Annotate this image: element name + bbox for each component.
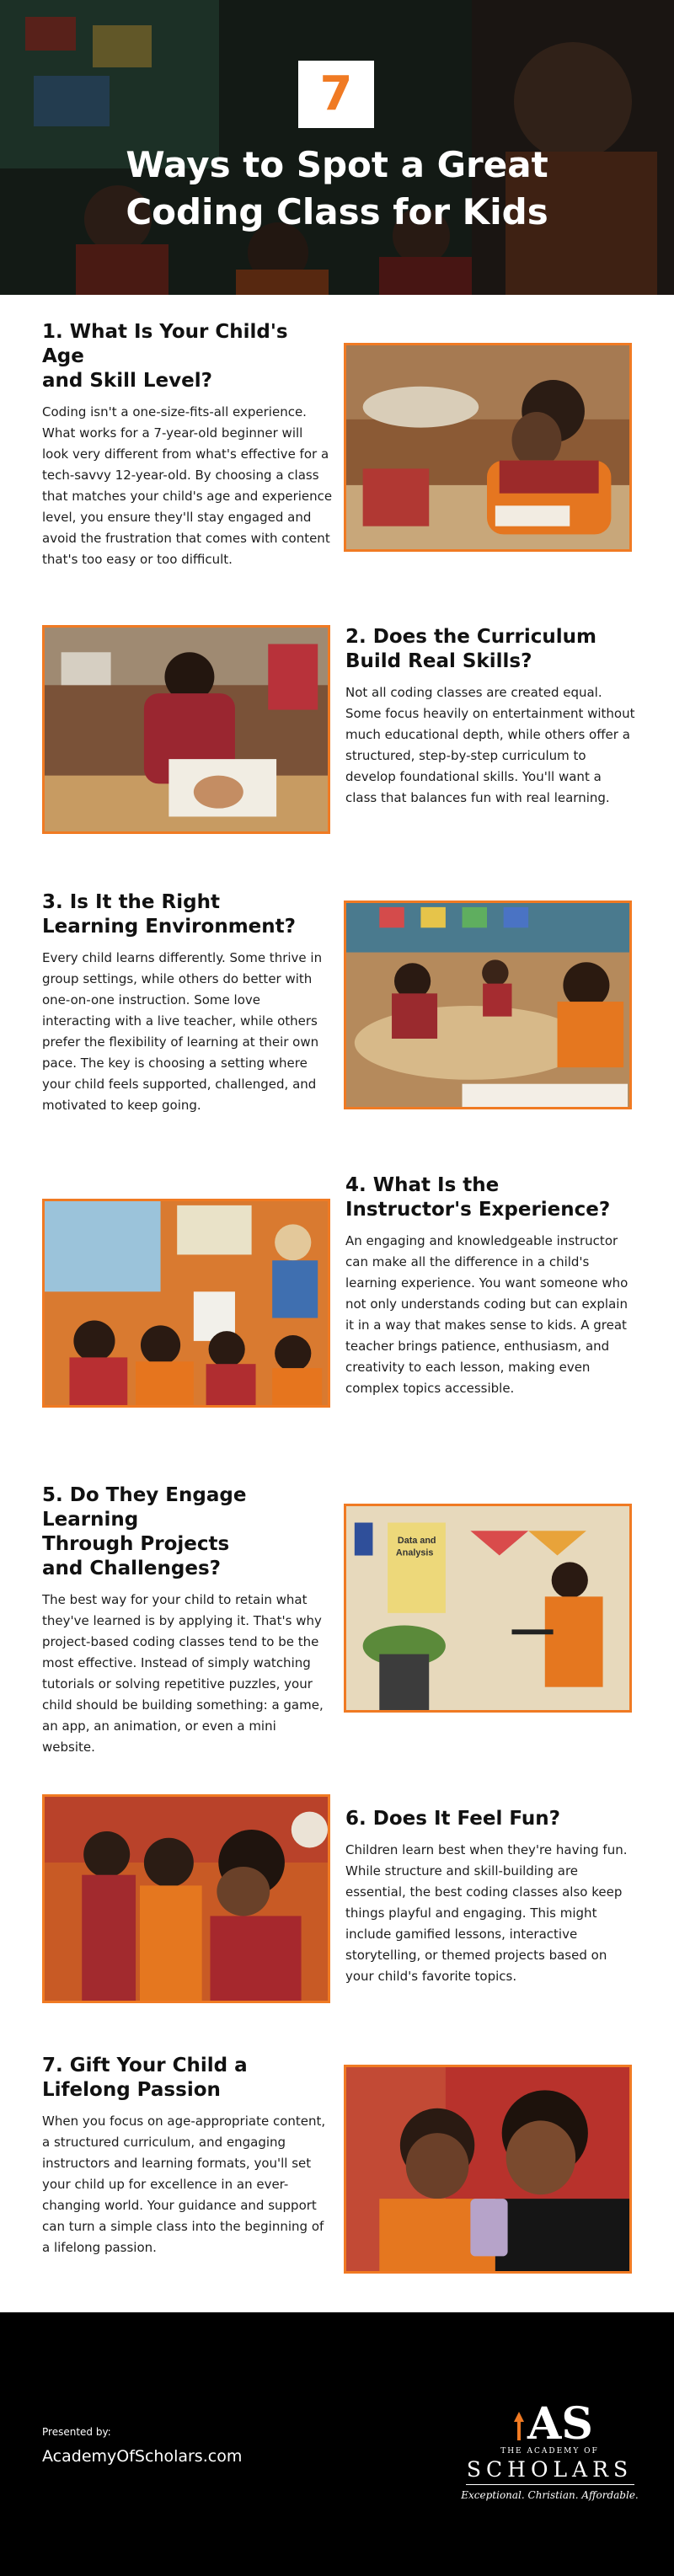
section-2-body: Not all coding classes are created equal. Some focus heavily on entertainment without much educational depth, while others offer a structured, step-by-step curriculum to develop foundational skills. You'll want a class that balances fun with real learning.	[345, 685, 635, 805]
section-5-photo	[344, 1504, 632, 1713]
section-2-title-line-2: Build Real Skills?	[345, 650, 532, 672]
website-link[interactable]: AcademyOfScholars.com	[42, 2447, 243, 2466]
section-7-title	[42, 2054, 333, 2103]
section-5-body: The best way for your child to retain what they've learned is by applying it. That's why project-based coding classes tend to be the most effective. Instead of simply watching tutorials or solving repetitive puzzles, your child should be building something: a game, an app, an animation, or even a mini website.	[42, 1592, 324, 1755]
section-3-title	[42, 890, 333, 939]
section-4-title-line-2: Instructor's Experience?	[345, 1199, 611, 1221]
section-6	[0, 1794, 674, 2013]
page-title-line-1: Ways to Spot a Great	[126, 144, 548, 185]
section-3	[0, 890, 674, 1135]
section-6-title-line-1: 6. Does It Feel Fun?	[345, 1808, 561, 1830]
section-5-photo-sign-line-2: Analysis	[395, 1547, 434, 1558]
section-7-title-line-1: 7. Gift Your Child a	[42, 2055, 248, 2076]
page-title-line-2: Coding Class for Kids	[126, 191, 548, 232]
logo-tagline: Exceptional. Christian. Affordable.	[461, 2489, 639, 2501]
section-7-body: When you focus on age-appropriate content, a structured curriculum, and engaging instructors and learning formats, you'll set your child up for excellence in an ever-changing world. Your guidance and support can turn a simple class into the beginning of a lifelong passion.	[42, 2114, 326, 2255]
section-2-photo	[42, 625, 330, 834]
section-3-body: Every child learns differently. Some thrive in group settings, while others do better with one-on-one instruction. Some love interacting with a live teacher, while others prefer the flexibility of learning at their own pace. The key is choosing a setting where your child feels supported, challenged, and motivated to keep going.	[42, 950, 323, 1113]
section-2-title-line-1: 2. Does the Curriculum	[345, 626, 596, 648]
section-4-body: An engaging and knowledgeable instructor can make all the difference in a child's learning experience. You want someone who not only understands coding but can explain it in a way that makes sense to kids. A great teacher brings patience, enthusiasm, and creativity to each lesson, making even complex topics accessible.	[345, 1233, 629, 1396]
section-4	[0, 1173, 674, 1422]
section-6-title	[345, 1807, 636, 1831]
section-2-title	[345, 625, 636, 674]
presented-by-label: Presented by:	[42, 2426, 111, 2438]
section-1-title-line-2: and Skill Level?	[42, 370, 212, 392]
footer	[0, 2312, 674, 2576]
section-4-title	[345, 1173, 636, 1222]
section-4-title-line-1: 4. What Is the	[345, 1174, 500, 1196]
section-2	[0, 625, 674, 852]
section-3-text	[42, 890, 333, 1116]
logo-mark-icon	[497, 2397, 623, 2445]
logo-mark-letters: AS	[527, 2398, 593, 2445]
logo-main-text: SCHOLARS	[466, 2457, 634, 2482]
section-6-photo	[42, 1794, 330, 2003]
section-5-text	[42, 1483, 333, 1758]
section-1	[0, 320, 674, 573]
section-1-body: Coding isn't a one-size-fits-all experience. What works for a 7-year-old beginner will look very different from what's effective for a tech-savvy 12-year-old. By choosing a class that matches your child's age and experience level, you ensure they'll stay engaged and avoid the frustration that comes with content that's too easy or too difficult.	[42, 404, 333, 567]
hero-banner	[0, 0, 674, 295]
section-7-text	[42, 2054, 333, 2258]
academy-of-scholars-logo	[459, 2397, 640, 2506]
section-7-photo	[344, 2065, 632, 2274]
section-5-title	[42, 1483, 333, 1581]
section-3-title-line-1: 3. Is It the Right	[42, 891, 220, 913]
section-4-photo	[42, 1199, 330, 1408]
section-7-title-line-2: Lifelong Passion	[42, 2079, 221, 2101]
section-2-text	[345, 625, 636, 809]
section-5-title-line-2: Through Projects	[42, 1533, 230, 1555]
section-5	[0, 1483, 674, 1755]
section-3-title-line-2: Learning Environment?	[42, 916, 296, 938]
page-title	[0, 142, 674, 236]
section-1-title-line-1: 1. What Is Your Child's Age	[42, 321, 288, 367]
section-7	[0, 2054, 674, 2298]
section-5-photo-sign-line-1: Data and	[397, 1535, 436, 1546]
logo-top-text: THE ACADEMY OF	[500, 2447, 599, 2456]
section-4-text	[345, 1173, 636, 1399]
section-1-title	[42, 320, 333, 393]
section-6-text	[345, 1807, 636, 1987]
hero-number-badge: 7	[298, 61, 374, 128]
section-5-title-line-3: and Challenges?	[42, 1558, 221, 1579]
section-3-photo	[344, 901, 632, 1109]
section-1-photo	[344, 343, 632, 552]
section-5-title-line-1: 5. Do They Engage Learning	[42, 1484, 247, 1531]
section-1-text	[42, 320, 333, 570]
section-6-body: Children learn best when they're having fun. While structure and skill-building are essential, the best coding classes also keep things playful and engaging. This might include gamified lessons, interactive storytelling, or themed projects based on your child's favorite topics.	[345, 1842, 628, 1984]
logo-divider	[466, 2484, 634, 2485]
